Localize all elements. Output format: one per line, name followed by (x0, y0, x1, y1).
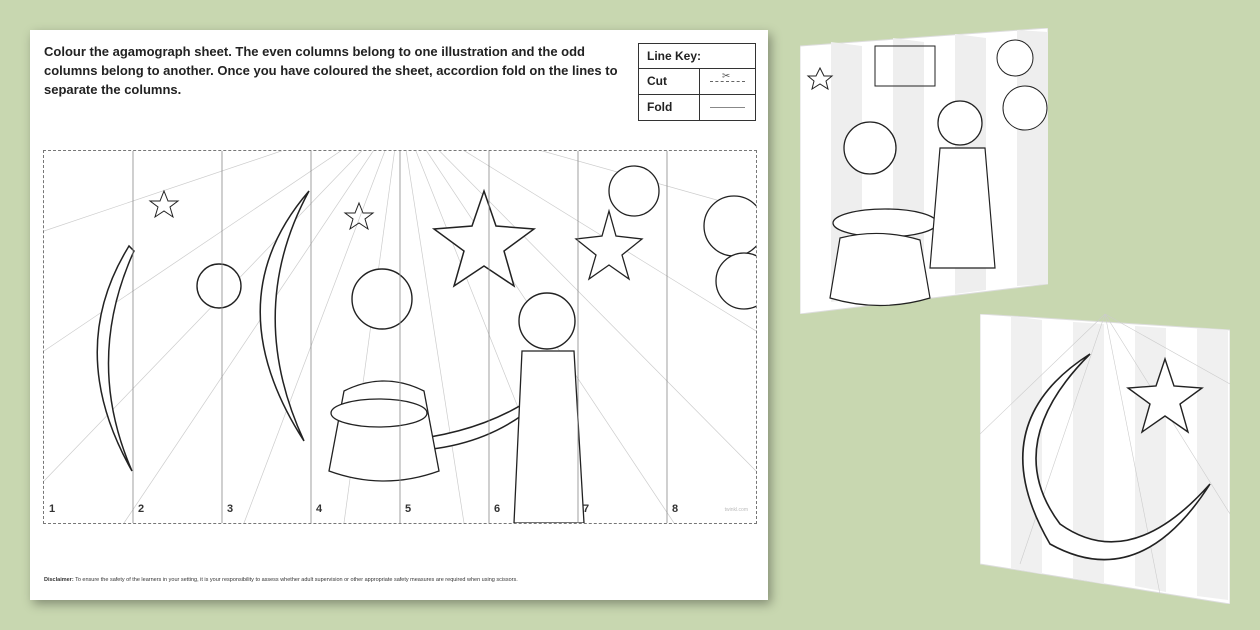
folded-preview-children (800, 28, 1048, 314)
watermark: twinkl.com (724, 507, 748, 513)
column-number: 1 (49, 503, 56, 515)
column-number: 2 (138, 503, 145, 515)
line-key-fold-row (639, 95, 755, 120)
column-number: 4 (316, 503, 323, 515)
column-number: 8 (672, 503, 679, 515)
fold-line-sample (700, 95, 755, 120)
disclaimer-text: To ensure the safety of the learners in your setting, it is your responsibility to assess whether adult supervision or other appropriate safety measures are required when using scissors. (73, 577, 518, 583)
fold-label: Fold (639, 95, 700, 120)
agamograph-strips (43, 150, 757, 524)
cut-line-sample (700, 69, 755, 94)
cut-label: Cut (639, 69, 700, 94)
column-number: 3 (227, 503, 234, 515)
disclaimer-label: Disclaimer: (44, 577, 74, 583)
scissors-icon: ✂ (722, 71, 731, 82)
line-key-cut-row (639, 69, 755, 95)
column-number: 6 (494, 503, 501, 515)
column-number: 5 (405, 503, 412, 515)
disclaimer (44, 577, 744, 583)
agamograph-illustration (44, 151, 756, 523)
folded-preview-moon-star (980, 314, 1230, 604)
column-number: 7 (583, 503, 590, 515)
instructions-text: Colour the agamograph sheet. The even columns belong to one illustration and the odd columns belong to another. Once you have coloured the sheet, accordion fold on the lines to separate the columns. (44, 44, 618, 97)
line-key-table (638, 43, 756, 121)
line-key-title: Line Key: (639, 44, 755, 69)
agamograph-worksheet (30, 30, 768, 600)
